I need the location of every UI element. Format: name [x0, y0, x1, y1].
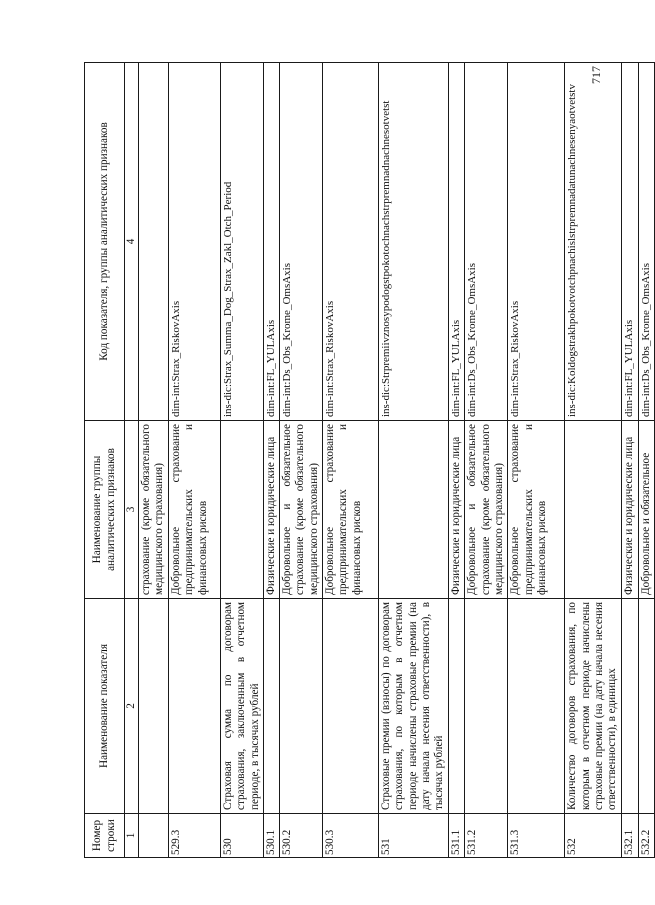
- row-number: 531: [379, 814, 449, 858]
- table-row: [263, 63, 279, 858]
- row-number: 529.3: [169, 814, 221, 858]
- column-number: 4: [125, 63, 139, 421]
- indicator-code: dim-int:FL_YULAxis: [263, 63, 279, 421]
- table-row: [465, 63, 508, 858]
- row-number: 531.3: [508, 814, 565, 858]
- table-row: [622, 63, 638, 858]
- indicator-code: dim-int:Ds_Obs_Krome_OmsAxis: [280, 63, 323, 421]
- indicator-name: [263, 599, 279, 814]
- group-name: [379, 421, 449, 599]
- group-name: Добровольное и обязательное страхование (кроме обязательного медицинского страхования): [280, 421, 323, 599]
- row-number: 532: [565, 814, 622, 858]
- column-number: 1: [125, 814, 139, 858]
- header-row-number: Номер строки: [85, 814, 125, 858]
- table-row: [221, 63, 264, 858]
- group-name: Физические и юридические лица: [622, 421, 638, 599]
- group-name: Добровольное и обязательное страхование (кроме обязательного медицинского страхования): [465, 421, 508, 599]
- indicator-name: [280, 599, 323, 814]
- table-row: [323, 63, 379, 858]
- group-name: Добровольное страхование предпринимательских и финансовых рисков: [508, 421, 565, 599]
- indicator-code: ins-dic:Koldogstrakhpokotvotchpnachislstrpremnadatunachnesenyaotvetstv: [565, 63, 622, 421]
- group-name: Добровольное и обязательное: [638, 421, 654, 599]
- table-row: [508, 63, 565, 858]
- indicator-code: dim-int:FL_YULAxis: [622, 63, 638, 421]
- row-number: 530: [221, 814, 264, 858]
- indicator-code: dim-int:Strax_RiskovAxis: [323, 63, 379, 421]
- indicator-name: [449, 599, 465, 814]
- indicator-name: Количество договоров страхования, по которым в отчетном периоде начислены страховые премии (на дату начала несения ответственности), в единицах: [565, 599, 622, 814]
- indicator-code: dim-int:FL_YULAxis: [449, 63, 465, 421]
- indicator-code: dim-int:Ds_Obs_Krome_OmsAxis: [638, 63, 654, 421]
- group-name: страхование (кроме обязательного медицинского страхования): [139, 421, 169, 599]
- column-number: 3: [125, 421, 139, 599]
- table-row: [379, 63, 449, 858]
- group-name: [565, 421, 622, 599]
- group-name: Физические и юридические лица: [449, 421, 465, 599]
- row-number: 530.2: [280, 814, 323, 858]
- indicator-name: [638, 599, 654, 814]
- table-row: [280, 63, 323, 858]
- table-row: [449, 63, 465, 858]
- indicator-table: [84, 62, 655, 858]
- header-code: Код показателя, группы аналитических признаков: [85, 63, 125, 421]
- table-row: [565, 63, 622, 858]
- indicator-name: [323, 599, 379, 814]
- indicator-code: dim-int:Strax_RiskovAxis: [169, 63, 221, 421]
- column-number: 2: [125, 599, 139, 814]
- group-name: [221, 421, 264, 599]
- row-number: 532.1: [622, 814, 638, 858]
- group-name: Добровольное страхование предпринимательских и финансовых рисков: [169, 421, 221, 599]
- indicator-name: [139, 599, 169, 814]
- indicator-code: ins-dic:Strpremiivznosypodogstpokotochnachstrpremnadnachnesotvetst: [379, 63, 449, 421]
- column-number-row: [125, 63, 139, 858]
- indicator-name: [465, 599, 508, 814]
- header-indicator-name: Наименование показателя: [85, 599, 125, 814]
- row-number: 532.2: [638, 814, 654, 858]
- table-row: [139, 63, 169, 858]
- row-number: 530.3: [323, 814, 379, 858]
- table-row: [169, 63, 221, 858]
- indicator-code: dim-int:Ds_Obs_Krome_OmsAxis: [465, 63, 508, 421]
- table-row: [638, 63, 654, 858]
- page-number: 717: [589, 66, 603, 84]
- group-name: Добровольное страхование предпринимательских и финансовых рисков: [323, 421, 379, 599]
- indicator-name: [508, 599, 565, 814]
- header-group-name: Наименование группы аналитических признаков: [85, 421, 125, 599]
- indicator-name: [622, 599, 638, 814]
- indicator-code: dim-int:Strax_RiskovAxis: [508, 63, 565, 421]
- indicator-code: ins-dic:Strax_Summa_Dog_Strax_Zakl_Otch_Period: [221, 63, 264, 421]
- row-number: 531.1: [449, 814, 465, 858]
- group-name: Физические и юридические лица: [263, 421, 279, 599]
- header-row: [85, 63, 125, 858]
- indicator-code: [139, 63, 169, 421]
- row-number: [139, 814, 169, 858]
- indicator-name: Страховая сумма по договорам страхования, заключенным в отчетном периоде, в тысячах рублей: [221, 599, 264, 814]
- indicator-name: Страховые премии (взносы) по договорам страхования, по которым в отчетном периоде начислены страховые премии (на дату начала несения ответственности), в тысячах рублей: [379, 599, 449, 814]
- row-number: 531.2: [465, 814, 508, 858]
- row-number: 530.1: [263, 814, 279, 858]
- indicator-name: [169, 599, 221, 814]
